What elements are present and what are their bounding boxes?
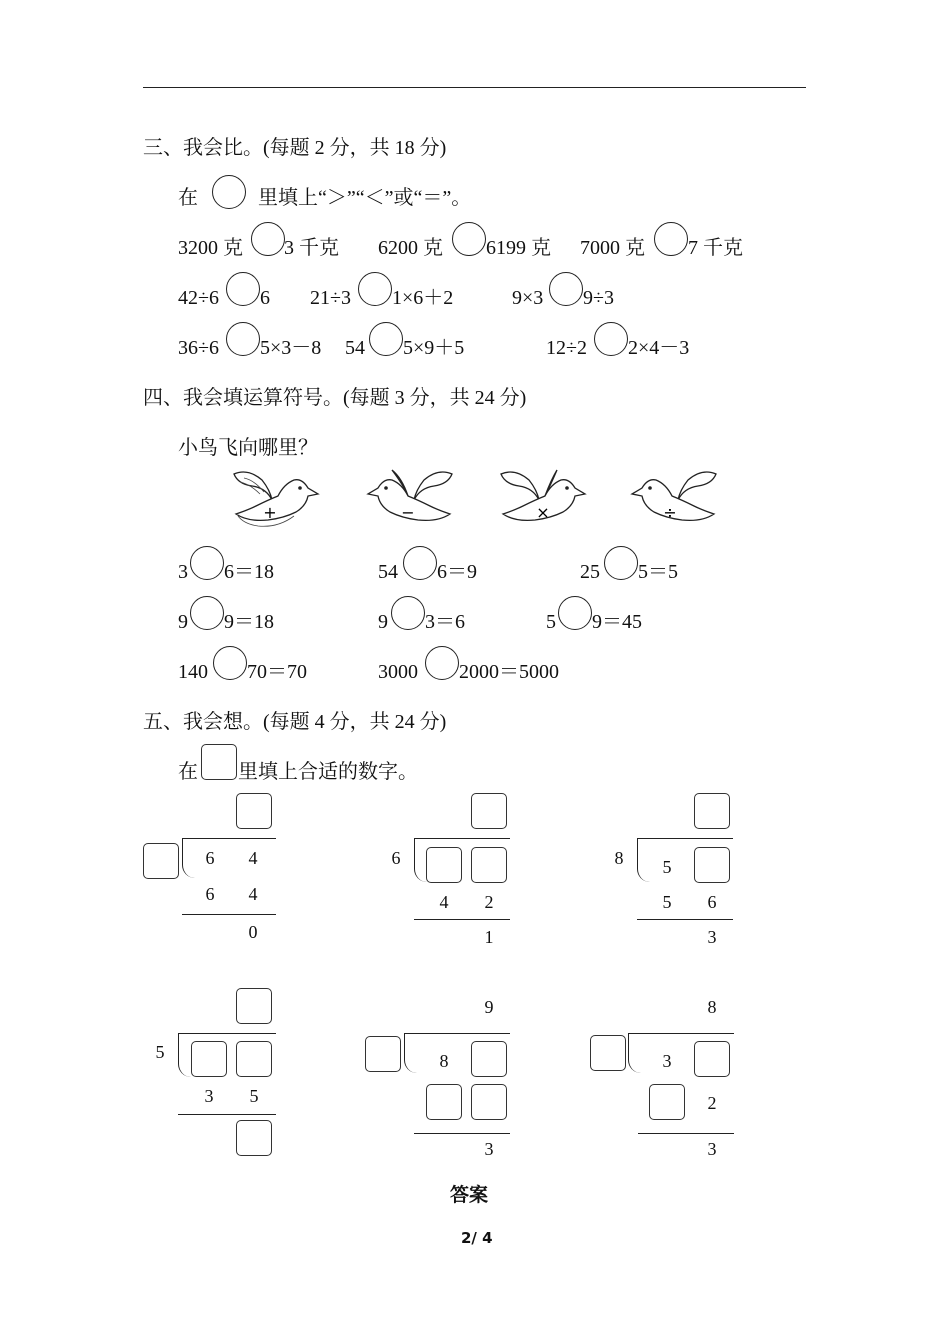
section-5-title: 五、我会想。(每题 4 分，共 24 分) [143, 711, 447, 733]
division-bar [628, 1033, 734, 1034]
operator-circle[interactable] [391, 596, 425, 630]
subtraction-line [637, 919, 733, 920]
dividend-digit: 3 [662, 1051, 672, 1071]
bird-times-icon [495, 466, 591, 534]
bird-minus-icon [362, 466, 458, 534]
answer-circle[interactable] [369, 322, 403, 356]
header-rule [143, 87, 806, 88]
sample-circle [212, 175, 246, 209]
remainder-digit: 1 [484, 927, 494, 947]
quotient-box[interactable] [236, 988, 272, 1024]
op-right: 9＝45 [592, 611, 642, 633]
divisor-box[interactable] [590, 1035, 626, 1071]
op-right: 6＝18 [224, 561, 274, 583]
dividend-digit: 6 [205, 848, 215, 868]
product-digit: 6 [707, 892, 717, 912]
operator-circle[interactable] [425, 646, 459, 680]
compare-right: 6 [260, 287, 270, 309]
dividend-digit: 8 [439, 1051, 449, 1071]
op-left: 3 [178, 561, 188, 583]
answer-circle[interactable] [358, 272, 392, 306]
answer-circle[interactable] [251, 222, 285, 256]
division-bar [182, 838, 276, 839]
op-left: 54 [378, 561, 398, 583]
op-right: 70＝70 [247, 661, 307, 683]
divisor-digit: 6 [391, 848, 401, 868]
dividend-box[interactable] [471, 1041, 507, 1077]
answers-heading: 答案 [450, 1184, 489, 1206]
product-digit: 5 [249, 1086, 259, 1106]
product-digit: 2 [707, 1093, 717, 1113]
quotient-digit: 9 [484, 997, 494, 1017]
compare-left: 54 [345, 337, 365, 359]
compare-left: 21÷3 [310, 287, 351, 309]
section-5-instruction-post: 里填上合适的数字。 [238, 761, 418, 783]
answer-circle[interactable] [226, 322, 260, 356]
operator-circle[interactable] [190, 546, 224, 580]
product-digit: 2 [484, 892, 494, 912]
division-bracket [182, 838, 195, 878]
section-5-instruction-pre: 在 [178, 761, 198, 783]
section-3-instruction-pre: 在 [178, 187, 198, 209]
product-box[interactable] [426, 1084, 462, 1120]
division-bar [404, 1033, 510, 1034]
divisor-digit: 5 [155, 1042, 165, 1062]
product-digit: 5 [662, 892, 672, 912]
compare-right: 5×3－8 [260, 337, 322, 359]
quotient-box[interactable] [471, 793, 507, 829]
dividend-digit: 5 [662, 857, 672, 877]
bird-divide-icon [626, 466, 722, 534]
compare-left: 36÷6 [178, 337, 219, 359]
subtraction-line [182, 914, 276, 915]
product-digit: 4 [248, 884, 258, 904]
op-left: 9 [378, 611, 388, 633]
dividend-box[interactable] [236, 1041, 272, 1077]
remainder-digit: 3 [484, 1139, 494, 1159]
operator-circle[interactable] [558, 596, 592, 630]
section-3-title: 三、我会比。(每题 2 分，共 18 分) [143, 137, 447, 159]
sample-box [201, 744, 237, 780]
op-right: 6＝9 [437, 561, 477, 583]
product-box[interactable] [649, 1084, 685, 1120]
subtraction-line [638, 1133, 734, 1134]
quotient-digit: 8 [707, 997, 717, 1017]
bird-question: 小鸟飞向哪里？ [178, 437, 318, 459]
op-left: 25 [580, 561, 600, 583]
op-right: 2000＝5000 [459, 661, 559, 683]
compare-right: 7 千克 [688, 237, 743, 259]
answer-circle[interactable] [654, 222, 688, 256]
division-bar [178, 1033, 276, 1034]
division-bracket [404, 1033, 417, 1073]
bird-operator: × [536, 503, 550, 522]
subtraction-line [178, 1114, 276, 1115]
compare-left: 7000 克 [580, 237, 645, 259]
bird-plus-icon [228, 466, 324, 534]
operator-circle[interactable] [190, 596, 224, 630]
op-left: 9 [178, 611, 188, 633]
dividend-box[interactable] [191, 1041, 227, 1077]
product-box[interactable] [471, 1084, 507, 1120]
compare-left: 9×3 [512, 287, 544, 309]
compare-right: 5×9＋5 [403, 337, 465, 359]
remainder-digit: 3 [707, 927, 717, 947]
remainder-digit: 3 [707, 1139, 717, 1159]
divisor-box[interactable] [143, 843, 179, 879]
divisor-digit: 8 [614, 848, 624, 868]
subtraction-line [414, 919, 510, 920]
section-3-instruction-post: 里填上“＞”“＜”或“＝”。 [258, 187, 472, 209]
dividend-box[interactable] [694, 847, 730, 883]
product-digit: 3 [204, 1086, 214, 1106]
dividend-digit: 4 [248, 848, 258, 868]
dividend-box[interactable] [694, 1041, 730, 1077]
answer-circle[interactable] [452, 222, 486, 256]
division-bracket [637, 838, 650, 882]
compare-right: 9÷3 [583, 287, 614, 309]
op-right: 5＝5 [638, 561, 678, 583]
operator-circle[interactable] [403, 546, 437, 580]
op-right: 9＝18 [224, 611, 274, 633]
remainder-box[interactable] [236, 1120, 272, 1156]
compare-left: 6200 克 [378, 237, 443, 259]
bird-operator: − [401, 503, 415, 522]
quotient-box[interactable] [236, 793, 272, 829]
answer-circle[interactable] [594, 322, 628, 356]
remainder-digit: 0 [248, 922, 258, 942]
bird-operator: + [263, 503, 277, 522]
compare-left: 12÷2 [546, 337, 587, 359]
compare-right: 3 千克 [284, 237, 339, 259]
op-left: 5 [546, 611, 556, 633]
dividend-box[interactable] [426, 847, 462, 883]
divisor-box[interactable] [365, 1036, 401, 1072]
page-number: 2/ 4 [461, 1229, 493, 1247]
subtraction-line [414, 1133, 510, 1134]
compare-left: 3200 克 [178, 237, 243, 259]
bird-operator: ÷ [663, 503, 677, 522]
operator-circle[interactable] [213, 646, 247, 680]
compare-right: 2×4－3 [628, 337, 690, 359]
compare-right: 1×6＋2 [392, 287, 454, 309]
product-digit: 6 [205, 884, 215, 904]
dividend-box[interactable] [471, 847, 507, 883]
compare-right: 6199 克 [486, 237, 551, 259]
division-bracket [178, 1033, 191, 1077]
compare-left: 42÷6 [178, 287, 219, 309]
division-bracket [628, 1033, 641, 1073]
operator-circle[interactable] [604, 546, 638, 580]
answer-circle[interactable] [226, 272, 260, 306]
product-digit: 4 [439, 892, 449, 912]
quotient-box[interactable] [694, 793, 730, 829]
division-bar [637, 838, 733, 839]
division-bar [414, 838, 510, 839]
op-left: 140 [178, 661, 208, 683]
answer-circle[interactable] [549, 272, 583, 306]
section-4-title: 四、我会填运算符号。(每题 3 分，共 24 分) [143, 387, 527, 409]
op-left: 3000 [378, 661, 418, 683]
op-right: 3＝6 [425, 611, 465, 633]
